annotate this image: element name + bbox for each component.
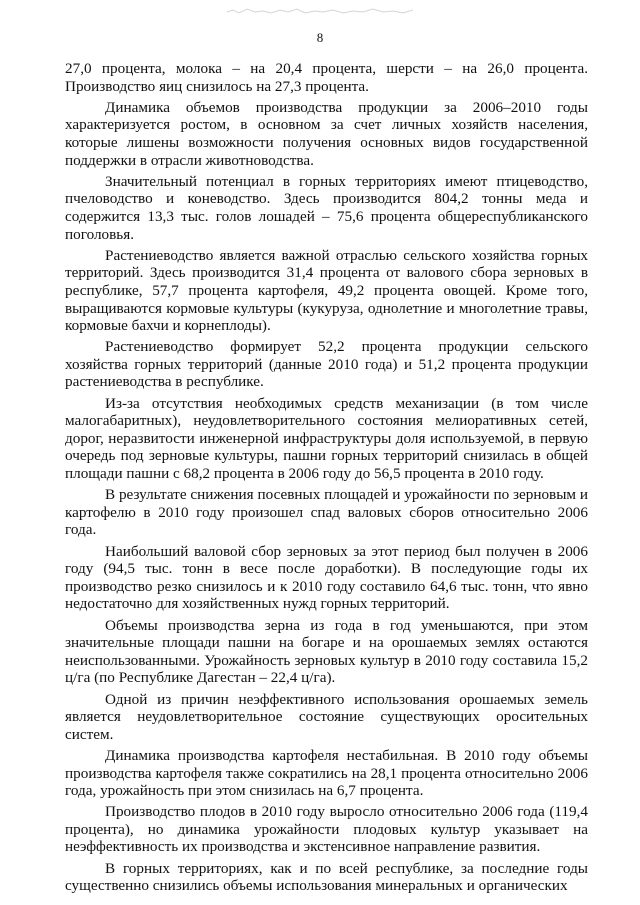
paragraph: В результате снижения посевных площадей и урожайности по зерновым и картофелю в 2010 году произошел спад валовых сборов относительно 2006 года. [65,486,588,539]
paragraph: Растениеводство является важной отраслью сельского хозяйства горных территорий. Здесь производится 31,4 процента от валового сбора зерновых в республике, 57,7 процента картофеля, 49,2 процента овощей. Кроме того, выращиваются кормовые культуры (кукуруза, однолетние и многолетние травы, кормовые бахчи и корнеплоды). [65,246,588,335]
paragraph: Объемы производства зерна из года в год уменьшаются, при этом значительные площади пашни на богаре и на орошаемых землях остаются неиспользованными. Урожайность зерновых культур в 2010 году составила 15,2 ц/га (по Республике Дагестан – 22,4 ц/га). [65,616,588,687]
paragraph: В горных территориях, как и по всей республике, за последние годы существенно снизились объемы использования минеральных и органических [65,859,588,895]
paragraph: Из-за отсутствия необходимых средств механизации (в том числе малогабаритных), неудовлетворительного состояния мелиоративных сетей, дорог, неразвитости инженерной инфраструктуры доля используемой, в первую очередь под зерновые культуры, пашни горных территорий снизилась в общей площади пашни с 68,2 процента в 2006 году до 56,5 процента в 2010 году. [65,394,588,483]
paragraph: Значительный потенциал в горных территориях имеют птицеводство, пчеловодство и коневодство. Здесь производится 804,2 тонны меда и содержится 13,3 тыс. голов лошадей – 75,6 процента общереспубликанского поголовья. [65,172,588,243]
paragraph: 27,0 процента, молока – на 20,4 процента, шерсти – на 26,0 процента. Производство яиц снизилось на 27,3 процента. [65,60,588,95]
paragraph: Динамика производства картофеля нестабильная. В 2010 году объемы производства картофеля также сократились на 28,1 процента относительно 2006 года, урожайность при этом снизилась на 6,7 процента. [65,746,588,800]
paragraph: Одной из причин неэффективного использования орошаемых земель является неудовлетворительное состояние существующих оросительных систем. [65,690,588,743]
paragraph: Наибольший валовой сбор зерновых за этот период был получен в 2006 году (94,5 тыс. тонн в весе после доработки). В последующие годы их производство резко снизилось и к 2010 году составило 64,6 тыс. тонн, что явно недостаточно для хозяйственных нужд горных территорий. [65,542,588,613]
scan-artifact [225,6,415,16]
paragraph: Растениеводство формирует 52,2 процента продукции сельского хозяйства горных территорий (данные 2010 года) и 51,2 процента продукции растениеводства в республике. [65,338,588,391]
document-body [65,60,588,898]
paragraph: Динамика объемов производства продукции за 2006–2010 годы характеризуется ростом, в основном за счет личных хозяйств населения, которые лишены возможности получения основных видов государственной поддержки в отрасли животноводства. [65,98,588,169]
page-number: 8 [316,30,324,45]
paragraph: Производство плодов в 2010 году выросло относительно 2006 года (119,4 процента), но динамика урожайности плодовых культур указывает на неэффективность их производства и экстенсивное направление развития. [65,803,588,856]
